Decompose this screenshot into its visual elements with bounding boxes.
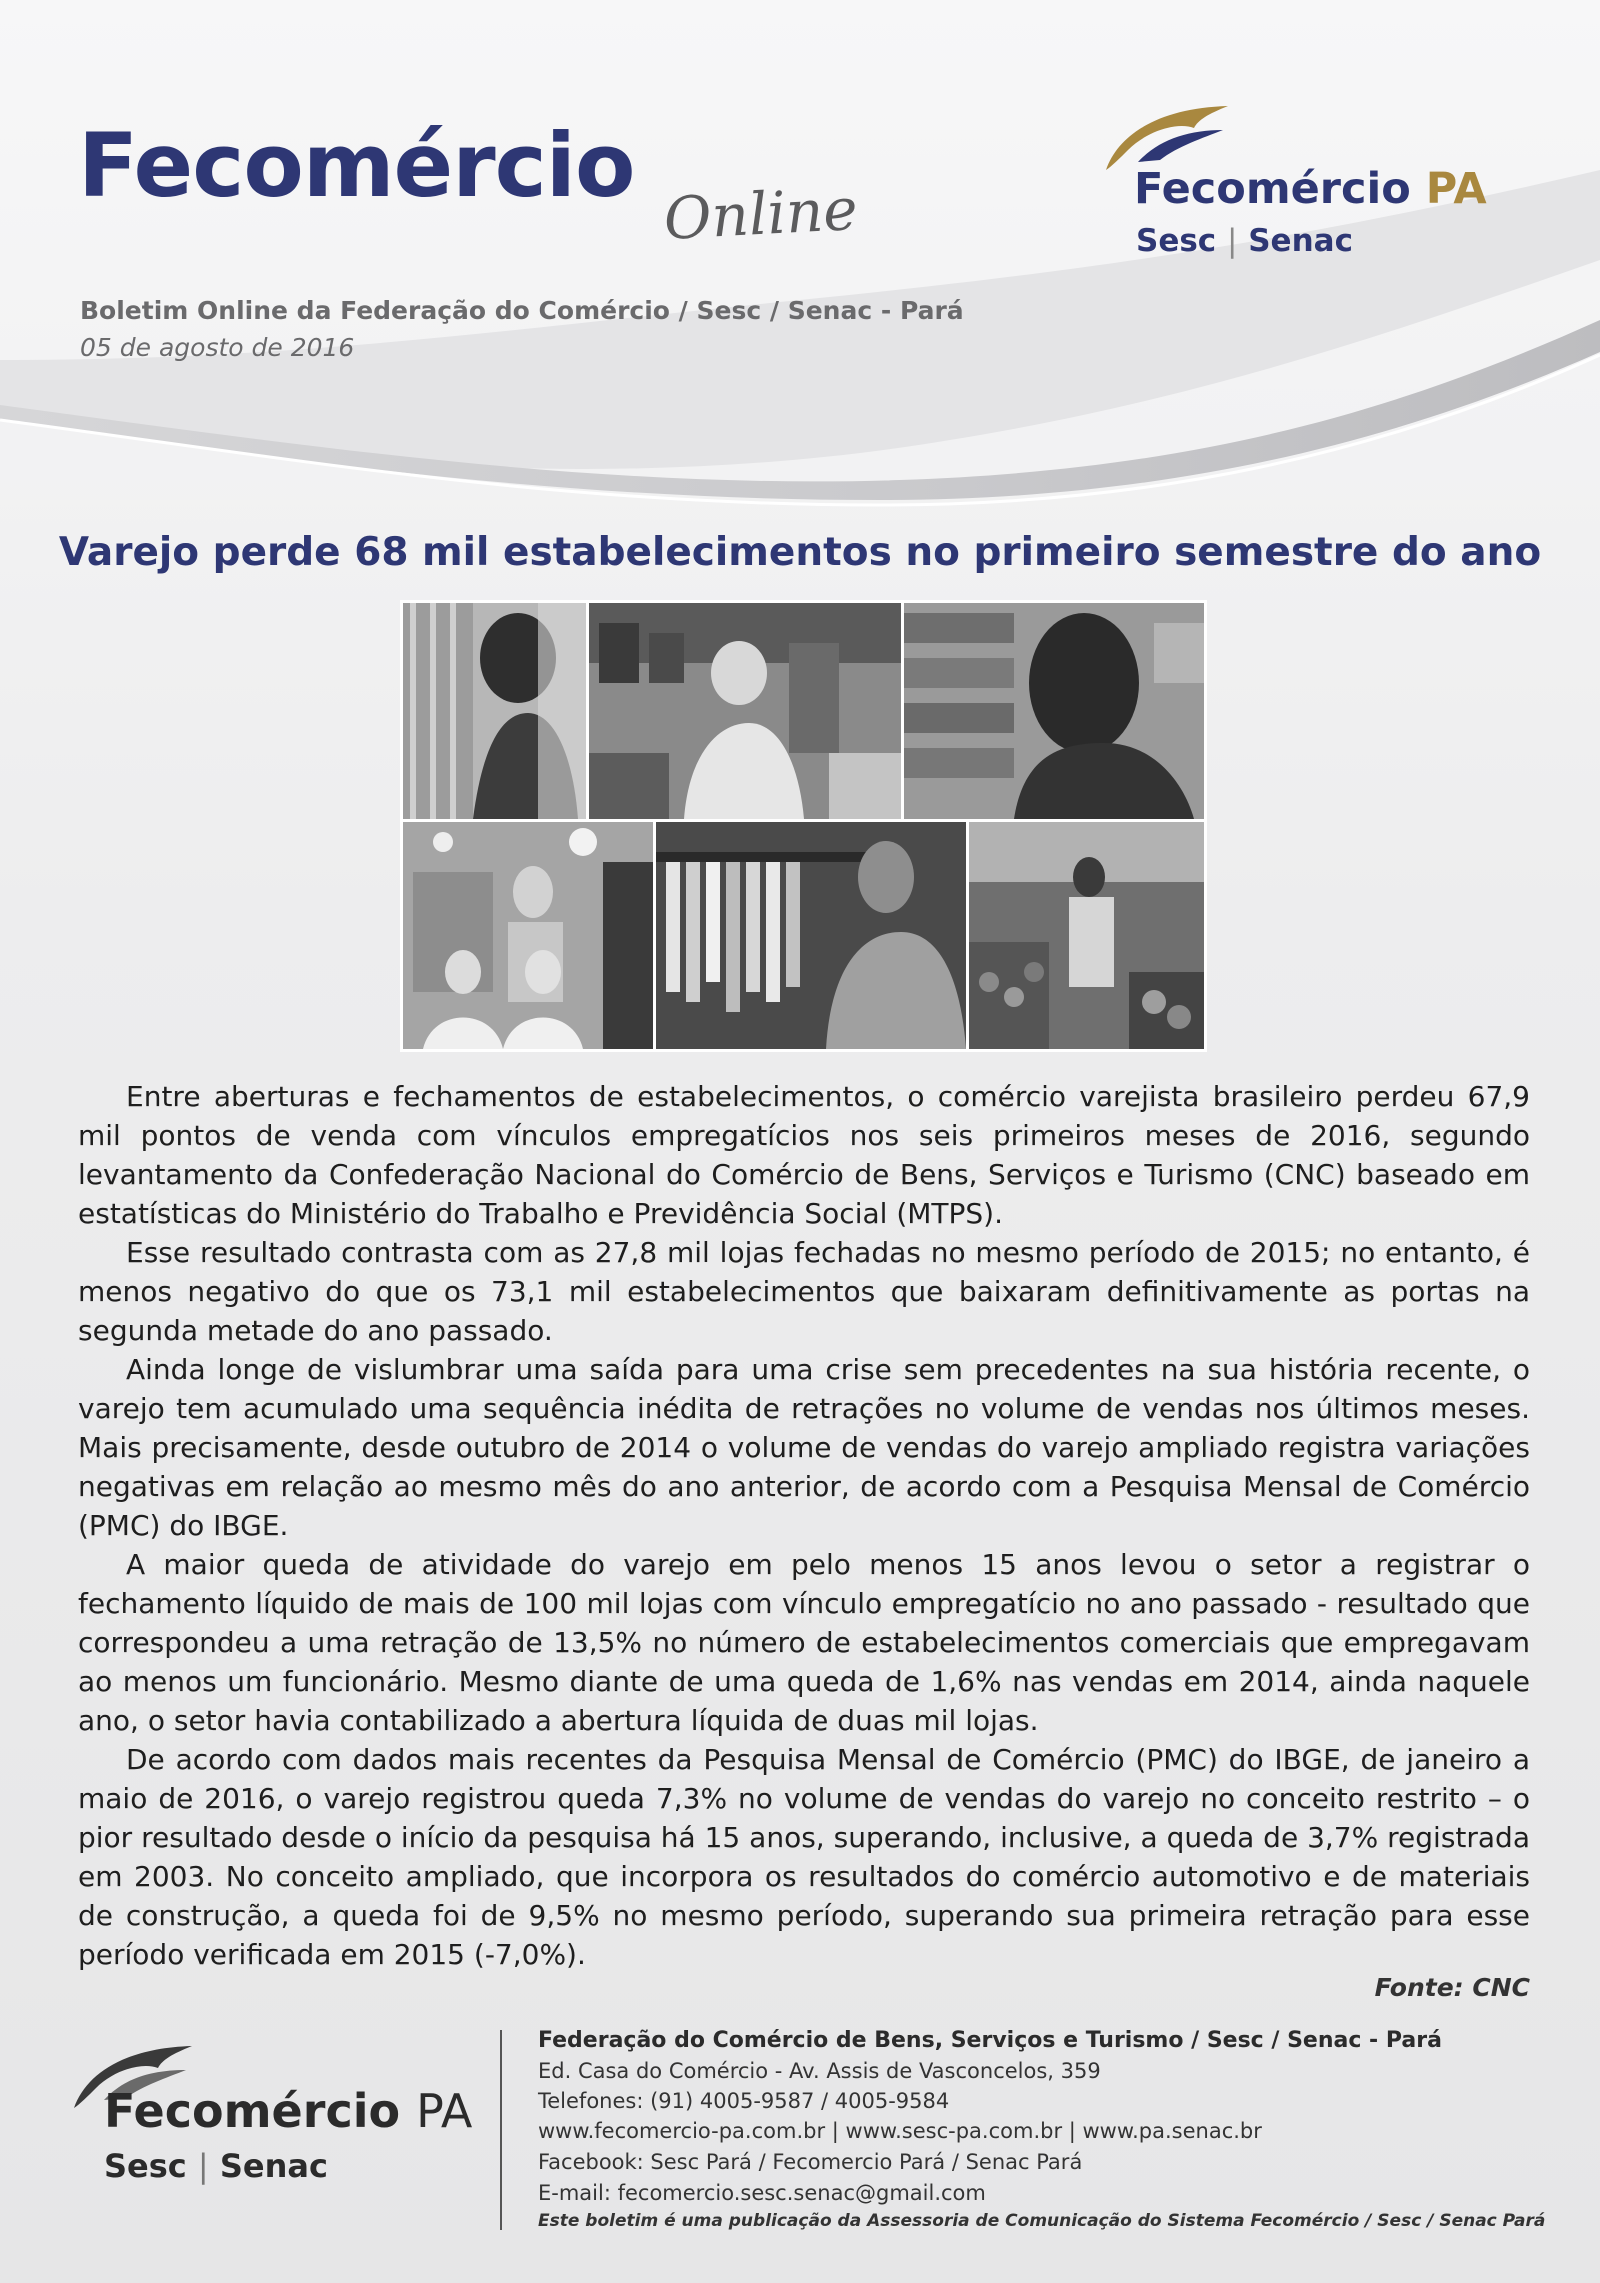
article-paragraph: Entre aberturas e fechamentos de estabelecimentos, o comércio varejista brasileiro perdeu 67,9 mil pontos de venda com vínculos empregatícios nos seis primeiros meses de 2016, segundo levantamento da Confederação Nacional do Comércio de Bens, Serviços e Turismo (CNC) baseado em estatísticas do Ministério do Trabalho e Previdência Social (MTPS). (78, 1080, 1530, 1230)
footer-logo-pa: PA (416, 2084, 473, 2138)
article-headline: Varejo perde 68 mil estabelecimentos no primeiro semestre do ano (58, 530, 1542, 575)
photo-man-near-clothing-rack (656, 822, 966, 1049)
header-logo-sesc-senac: Sesc | Senac (1136, 223, 1353, 259)
retail-photo-collage (400, 600, 1207, 1052)
header-logo-senac: Senac (1248, 223, 1353, 259)
photo-woman-shopping-clothes (403, 603, 586, 819)
header-logo-pa: PA (1425, 164, 1487, 214)
footer-facebook: Facebook: Sesc Pará / Fecomercio Pará / Senac Pará (538, 2150, 1083, 2174)
photo-mannequins-menswear (403, 822, 653, 1049)
footer-logo-name: Fecomércio (104, 2084, 401, 2138)
header-swoosh (0, 0, 1600, 520)
masthead-online-script: Online (662, 174, 860, 253)
publication-date: 05 de agosto de 2016 (80, 333, 355, 362)
photo-produce-market (969, 822, 1204, 1049)
bulletin-subtitle: Boletim Online da Federação do Comércio / Sesc / Senac - Pará (80, 296, 964, 325)
header-logo-name: Fecomércio (1134, 164, 1411, 214)
footer-organization: Federação do Comércio de Bens, Serviços e Turismo / Sesc / Senac - Pará (538, 2028, 1442, 2053)
article-paragraph: A maior queda de atividade do varejo em pelo menos 15 anos levou o setor a registrar o fechamento líquido de mais de 100 mil lojas com vínculo empregatício no ano passado - resultado que correspondeu a uma retração de 13,5% no número de estabelecimentos comerciais que empregavam ao menos um funcionário. Mesmo diante de uma queda de 1,6% nas vendas em 2014, ainda naquele ano, o setor havia contabilizado a abertura líquida de duas mil lojas. (78, 1548, 1530, 1737)
photo-women-browsing-store (589, 603, 901, 819)
footer-divider (500, 2030, 502, 2230)
footer-phones: Telefones: (91) 4005-9587 / 4005-9584 (538, 2089, 950, 2113)
photo-woman-at-shelves (904, 603, 1204, 819)
masthead-title: Fecomércio (78, 114, 635, 217)
footer-email[interactable]: E-mail: fecomercio.sesc.senac@gmail.com (538, 2181, 986, 2205)
footer-logo-sesc-senac: Sesc | Senac (104, 2147, 328, 2185)
header-logo-wordmark (1134, 164, 1487, 214)
footer-credit: Este boletim é uma publicação da Assessoria de Comunicação do Sistema Fecomércio / Sesc / Senac Pará (538, 2211, 1546, 2231)
footer-logo-sesc: Sesc (104, 2147, 187, 2185)
article-paragraph: Ainda longe de vislumbrar uma saída para uma crise sem precedentes na sua história recente, o varejo tem acumulado uma sequência inédita de retrações no volume de vendas nos últimos meses. Mais precisamente, desde outubro de 2014 o volume de vendas do varejo ampliado registra variações negativas em relação ao mesmo mês do ano anterior, de acordo com a Pesquisa Mensal de Comércio (PMC) do IBGE. (78, 1353, 1530, 1542)
article-paragraph: Esse resultado contrasta com as 27,8 mil lojas fechadas no mesmo período de 2015; no entanto, é menos negativo do que os 73,1 mil estabelecimentos que baixaram definitivamente as portas na segunda metade do ano passado. (78, 1236, 1530, 1347)
footer-logo-senac: Senac (219, 2147, 328, 2185)
footer-logo-wordmark (104, 2084, 473, 2138)
header-logo-sesc: Sesc (1136, 223, 1217, 259)
article-body (78, 1077, 1530, 1974)
footer-address: Ed. Casa do Comércio - Av. Assis de Vasconcelos, 359 (538, 2059, 1101, 2083)
article-paragraph: De acordo com dados mais recentes da Pesquisa Mensal de Comércio (PMC) do IBGE, de janeiro a maio de 2016, o varejo registrou queda 7,3% no volume de vendas do varejo no conceito restrito – o pior resultado desde o início da pesquisa há 15 anos, superando, inclusive, a queda de 3,7% registrada em 2003. No conceito ampliado, que incorpora os resultados do comércio automotivo e de materiais de construção, a queda foi de 9,5% no mesmo período, superando sua primeira retração para esse período verificada em 2015 (-7,0%). (78, 1743, 1530, 1971)
article-source: Fonte: CNC (1374, 1973, 1530, 2002)
footer-websites[interactable]: www.fecomercio-pa.com.br | www.sesc-pa.com.br | www.pa.senac.br (538, 2119, 1262, 2143)
